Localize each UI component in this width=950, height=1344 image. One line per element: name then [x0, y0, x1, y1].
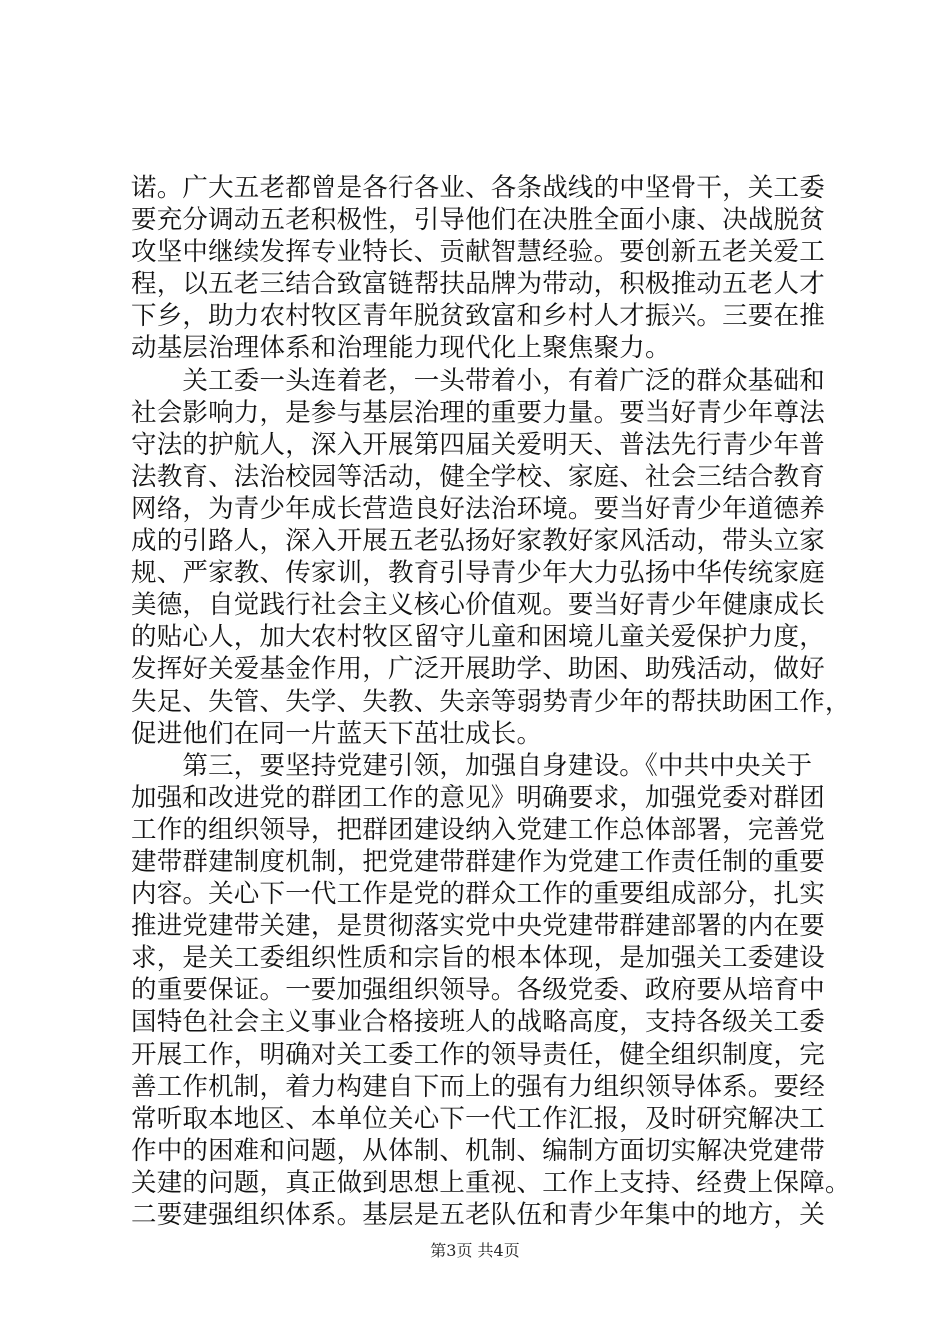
text-line: 规、严家教、传家训，教育引导青少年大力弘扬中华传统家庭: [131, 558, 825, 589]
text-line: 内容。关心下一代工作是党的群众工作的重要组成部分，扎实: [131, 879, 825, 910]
page-footer: 第3页 共4页: [430, 1241, 520, 1260]
text-line: 工作的组织领导，把群团建设纳入党建工作总体部署，完善党: [131, 814, 825, 845]
text-line: 善工作机制，着力构建自下而上的强有力组织领导体系。要经: [131, 1071, 825, 1102]
text-line: 关建的问题，真正做到思想上重视、工作上支持、经费上保障。: [131, 1167, 851, 1198]
text-line: 国特色社会主义事业合格接班人的战略高度，支持各级关工委: [131, 1007, 825, 1038]
text-line: 失足、失管、失学、失教、失亲等弱势青少年的帮扶助困工作，: [131, 686, 851, 717]
text-line: 成的引路人，深入开展五老弘扬好家教好家风活动，带头立家: [131, 526, 825, 557]
body-text: [131, 172, 851, 1231]
text-line: 二要建强组织体系。基层是五老队伍和青少年集中的地方，关: [131, 1200, 825, 1230]
text-line: 守法的护航人，深入开展第四届关爱明天、普法先行青少年普: [131, 429, 825, 460]
text-line: 常听取本地区、本单位关心下一代工作汇报，及时研究解决工: [131, 1103, 825, 1134]
text-line: 加强和改进党的群团工作的意见》明确要求，加强党委对群团: [131, 782, 825, 813]
text-line: 程，以五老三结合致富链帮扶品牌为带动，积极推动五老人才: [131, 269, 825, 300]
text-line: 网络，为青少年成长营造良好法治环境。要当好青少年道德养: [131, 493, 825, 524]
text-line: 的重要保证。一要加强组织领导。各级党委、政府要从培育中: [131, 975, 825, 1006]
text-line: 开展工作，明确对关工委工作的领导责任，健全组织制度，完: [131, 1039, 825, 1070]
text-line: 下乡，助力农村牧区青年脱贫致富和乡村人才振兴。三要在推: [131, 301, 825, 332]
text-line: 第三，要坚持党建引领，加强自身建设。《中共中央关于: [131, 750, 813, 781]
text-line: 社会影响力，是参与基层治理的重要力量。要当好青少年尊法: [131, 397, 825, 428]
text-line: 推进党建带关建，是贯彻落实党中央党建带群建部署的内在要: [131, 911, 825, 942]
text-line: 要充分调动五老积极性，引导他们在决胜全面小康、决战脱贫: [131, 205, 825, 236]
text-line: 美德，自觉践行社会主义核心价值观。要当好青少年健康成长: [131, 590, 825, 621]
text-line: 关工委一头连着老，一头带着小，有着广泛的群众基础和: [131, 365, 825, 396]
text-line: 建带群建制度机制，把党建带群建作为党建工作责任制的重要: [131, 846, 825, 877]
text-line: 发挥好关爱基金作用，广泛开展助学、助困、助残活动，做好: [131, 654, 825, 685]
text-line: 攻坚中继续发挥专业特长、贡献智慧经验。要创新五老关爱工: [131, 237, 825, 268]
text-line: 法教育、法治校园等活动，健全学校、家庭、社会三结合教育: [131, 461, 825, 492]
text-line: 作中的困难和问题，从体制、机制、编制方面切实解决党建带: [131, 1135, 825, 1166]
text-line: 诺。广大五老都曾是各行各业、各条战线的中坚骨干，关工委: [131, 173, 825, 203]
text-line: 促进他们在同一片蓝天下茁壮成长。: [131, 718, 543, 749]
text-line: 的贴心人，加大农村牧区留守儿童和困境儿童关爱保护力度，: [131, 622, 825, 653]
text-line: 求，是关工委组织性质和宗旨的根本体现，是加强关工委建设: [131, 943, 825, 974]
text-line: 动基层治理体系和治理能力现代化上聚焦聚力。: [131, 333, 671, 364]
